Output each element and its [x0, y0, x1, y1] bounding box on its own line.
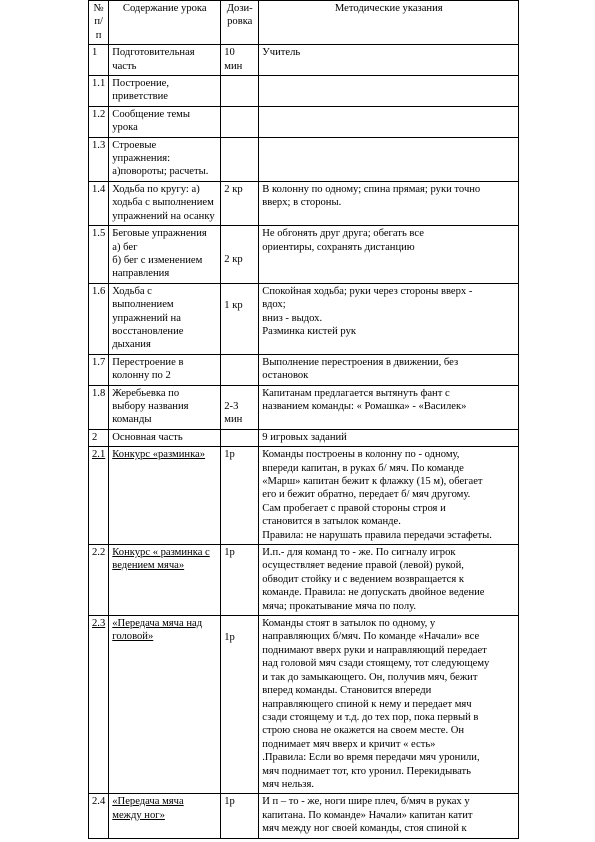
dosage-line: 2 кр	[224, 254, 243, 266]
row-content	[109, 545, 221, 616]
notes-line: и так до замыкающего. Он, получив мяч, бежит	[262, 671, 478, 683]
header-notes: Методические указания	[259, 1, 519, 45]
dosage-line: 2-3	[224, 400, 239, 412]
notes-line: поднимают вверх руки и направляющий передает	[262, 644, 487, 656]
notes-line: поднимает мяч вверх и кричит « есть»	[262, 738, 436, 750]
row-number: 2.1	[89, 447, 109, 545]
row-content	[109, 794, 221, 838]
content-line: выбору названия	[112, 400, 189, 412]
content-line: а)повороты; расчеты.	[112, 166, 209, 178]
content-line: упражнений на	[112, 312, 181, 324]
row-number: 1.7	[89, 354, 109, 385]
notes-line: остановок	[262, 370, 309, 382]
notes-line: становится в затылок команде.	[262, 516, 401, 528]
row-content	[109, 181, 221, 225]
notes-line: Учитель	[262, 47, 301, 59]
table-row	[89, 385, 519, 429]
row-number: 1.5	[89, 226, 109, 284]
notes-line: обводит стойку и с ведением возвращается к	[262, 573, 465, 585]
row-dosage	[221, 545, 259, 616]
notes-line: Капитанам предлагается вытянуть фант с	[262, 387, 450, 399]
row-notes	[259, 181, 519, 225]
dosage-line: 10	[224, 47, 235, 59]
table-row	[89, 794, 519, 838]
row-dosage	[221, 354, 259, 385]
notes-line: Сам пробегает с правой стороны строя и	[262, 502, 446, 514]
notes-line: мяч поднимает тот, кто уронил. Перекидывать	[262, 765, 471, 777]
notes-line: над головой мяч сзади стоящему, тот следующему	[262, 658, 490, 670]
notes-line: Спокойная ходьба; руки через стороны вверх -	[262, 285, 473, 297]
content-line: Ходьба по кругу: а)	[112, 183, 200, 195]
table-row	[89, 283, 519, 354]
row-dosage	[221, 385, 259, 429]
table-row	[89, 616, 519, 794]
row-content	[109, 283, 221, 354]
row-number: 1.1	[89, 76, 109, 107]
row-notes	[259, 76, 519, 107]
notes-line: направляющего спиной к нему и передает мяч	[262, 698, 472, 710]
content-line: ходьба с выполнением	[112, 197, 214, 209]
table-row	[89, 447, 519, 545]
row-content	[109, 226, 221, 284]
notes-line: 9 игровых заданий	[262, 431, 347, 443]
content-line: Подготовительная	[112, 47, 195, 59]
row-dosage	[221, 137, 259, 181]
row-notes	[259, 545, 519, 616]
row-dosage	[221, 283, 259, 354]
notes-line: строю снова не окажется на своем месте. Он	[262, 725, 465, 737]
notes-line: Выполнение перестроения в движении, без	[262, 356, 459, 368]
row-dosage	[221, 45, 259, 76]
table-row	[89, 429, 519, 446]
content-line: «Передача мяча над	[112, 618, 203, 630]
content-line: «Передача мяча	[112, 796, 184, 808]
table-header-row	[89, 1, 519, 45]
content-line: упражнения:	[112, 153, 171, 165]
notes-line: вперед команды. Становится впереди	[262, 685, 432, 697]
table-row	[89, 545, 519, 616]
content-line: команды	[112, 414, 152, 426]
row-number: 1.8	[89, 385, 109, 429]
content-line: Конкурс « разминка с	[112, 547, 210, 559]
notes-line: направляющих б/мяч. По команде «Начали» все	[262, 631, 480, 643]
dosage-line: 1р	[224, 796, 235, 808]
row-notes	[259, 354, 519, 385]
lesson-plan-table	[88, 0, 519, 839]
content-line: головой»	[112, 631, 154, 643]
notes-line: команде. Правила: не допускать двойное ведение	[262, 587, 485, 599]
notes-line: Команды стоят в затылок по одному, у	[262, 618, 436, 630]
notes-line: И.п.- для команд то - же. По сигналу игрок	[262, 547, 456, 559]
notes-line: ориентиры, сохранять дистанцию	[262, 241, 415, 253]
dosage-line: 1р	[224, 632, 235, 644]
row-number: 2.4	[89, 794, 109, 838]
row-content	[109, 354, 221, 385]
row-content	[109, 616, 221, 794]
row-notes	[259, 794, 519, 838]
header-dosage: Дози- ровка	[221, 1, 259, 45]
notes-line: капитана. По команде» Начали» капитан катит	[262, 809, 473, 821]
row-number: 1.3	[89, 137, 109, 181]
notes-line: Не обгонять друг друга; обегать все	[262, 228, 424, 240]
row-notes	[259, 137, 519, 181]
notes-line: осуществляет ведение правой (левой) рукой,	[262, 560, 464, 572]
row-dosage	[221, 76, 259, 107]
notes-line: .Правила: Если во время передачи мяч уронили,	[262, 752, 480, 764]
notes-line: Правила: не нарушать правила передачи эстафеты.	[262, 529, 492, 541]
notes-line: его и бежит обратно, передает б/ мяч другому.	[262, 489, 471, 501]
row-content	[109, 429, 221, 446]
header-num: № п/ п	[89, 1, 109, 45]
row-notes	[259, 616, 519, 794]
content-line: между ног»	[112, 809, 165, 821]
content-line: а) бег	[112, 241, 138, 253]
content-line: Жеребьевка по	[112, 387, 180, 399]
content-line: выполнением	[112, 299, 174, 311]
table-row	[89, 45, 519, 76]
content-line: урока	[112, 122, 138, 134]
dosage-line: 1 кр	[224, 299, 243, 311]
header-content: Содержание урока	[109, 1, 221, 45]
content-line: приветствие	[112, 91, 168, 103]
row-notes	[259, 45, 519, 76]
row-number: 1.2	[89, 106, 109, 137]
content-line: ведением мяча»	[112, 560, 185, 572]
content-line: Основная часть	[112, 431, 183, 443]
table-row	[89, 181, 519, 225]
table-row	[89, 226, 519, 284]
row-content	[109, 45, 221, 76]
notes-line: вниз - выдох.	[262, 312, 323, 324]
content-line: упражнений на осанку	[112, 210, 215, 222]
table-row	[89, 354, 519, 385]
dosage-line: 2 кр	[224, 183, 243, 195]
notes-line: «Марш» капитан бежит к флажку (15 м), обегает	[262, 476, 483, 487]
notes-line: вверх; в стороны.	[262, 197, 342, 209]
row-number: 2.2	[89, 545, 109, 616]
content-line: дыхания	[112, 339, 151, 351]
row-notes	[259, 429, 519, 446]
notes-line: мяч нельзя.	[262, 778, 314, 790]
table-row	[89, 137, 519, 181]
row-content	[109, 447, 221, 545]
content-line: Перестроение в	[112, 356, 184, 368]
row-dosage	[221, 181, 259, 225]
notes-line: В колонну по одному; спина прямая; руки точно	[262, 183, 481, 195]
content-line: Конкурс «разминка»	[112, 449, 206, 461]
row-content	[109, 76, 221, 107]
row-dosage	[221, 429, 259, 446]
row-number: 1	[89, 45, 109, 76]
row-notes	[259, 226, 519, 284]
dosage-line: мин	[224, 60, 243, 72]
row-dosage	[221, 106, 259, 137]
dosage-line: 1р	[224, 449, 235, 461]
content-line: направления	[112, 268, 170, 280]
content-line: восстановление	[112, 325, 184, 337]
row-notes	[259, 283, 519, 354]
notes-line: названием команды: « Ромашка» - «Василек»	[262, 400, 467, 412]
content-line: Беговые упражнения	[112, 228, 207, 240]
content-line: часть	[112, 60, 137, 72]
notes-line: И п – то - же, ноги шире плеч, б/мяч в руках у	[262, 796, 470, 808]
table-row	[89, 76, 519, 107]
content-line: б) бег с изменением	[112, 254, 203, 266]
content-line: колонну по 2	[112, 370, 171, 382]
row-number: 2.3	[89, 616, 109, 794]
notes-line: мяча; прокатывание мяча по полу.	[262, 600, 416, 612]
content-line: Сообщение темы	[112, 108, 191, 120]
row-content	[109, 385, 221, 429]
row-notes	[259, 106, 519, 137]
notes-line: Разминка кистей рук	[262, 325, 357, 337]
row-dosage	[221, 616, 259, 794]
row-number: 1.6	[89, 283, 109, 354]
dosage-line: 1р	[224, 547, 235, 559]
row-content	[109, 106, 221, 137]
content-line: Строевые	[112, 139, 157, 151]
content-line: Построение,	[112, 78, 170, 90]
row-notes	[259, 385, 519, 429]
notes-line: сзади стоящему и т.д. до тех пор, пока первый в	[262, 711, 479, 723]
table-row	[89, 106, 519, 137]
row-dosage	[221, 794, 259, 838]
dosage-line: мин	[224, 413, 243, 425]
content-line: Ходьба с	[112, 285, 152, 297]
row-dosage	[221, 226, 259, 284]
notes-line: впереди капитан, в руках б/ мяч. По команде	[262, 462, 464, 474]
notes-line: мяч между ног своей команды, стоя спиной к	[262, 823, 467, 835]
notes-line: вдох;	[262, 299, 286, 311]
row-number: 1.4	[89, 181, 109, 225]
notes-line: Команды построены в колонну по - одному,	[262, 449, 460, 461]
row-notes	[259, 447, 519, 545]
row-number: 2	[89, 429, 109, 446]
row-dosage	[221, 447, 259, 545]
row-content	[109, 137, 221, 181]
